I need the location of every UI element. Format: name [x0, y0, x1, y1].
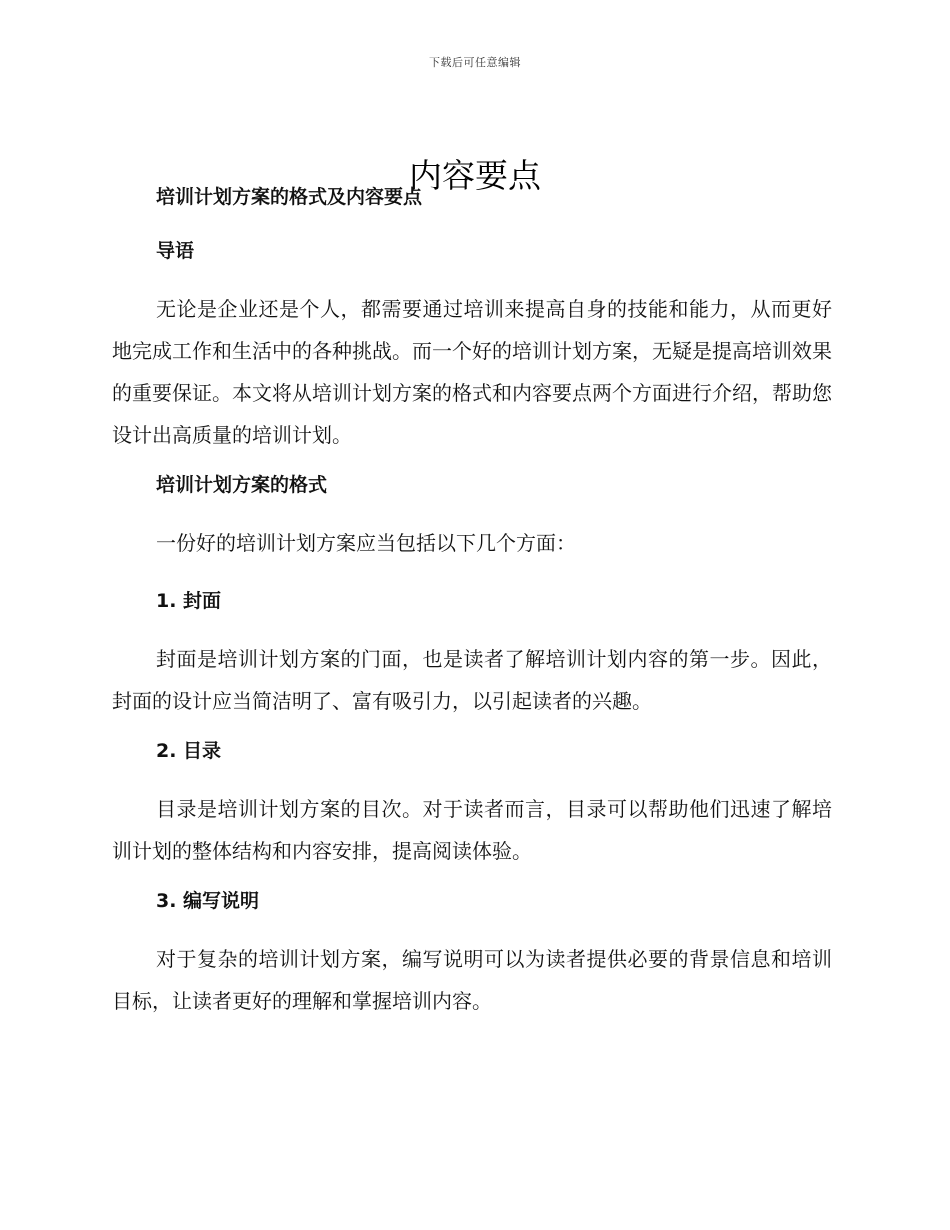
toc-paragraph: 目录是培训计划方案的目次。对于读者而言，目录可以帮助他们迅速了解培训计划的整体结构和内容安排，提高阅读体验。	[112, 797, 832, 863]
page-header-note: 下载后可任意编辑	[429, 56, 521, 69]
writing-notes-paragraph: 对于复杂的培训计划方案，编写说明可以为读者提供必要的背景信息和培训目标，让读者更好的理解和掌握培训内容。	[112, 947, 832, 1013]
intro-paragraph: 无论是企业还是个人，都需要通过培训来提高自身的技能和能力，从而更好地完成工作和生活中的各种挑战。而一个好的培训计划方案，无疑是提高培训效果的重要保证。本文将从培训计划方案的格式和内容要点两个方面进行介绍，帮助您设计出高质量的培训计划。	[112, 297, 832, 447]
toc-heading: 2. 目录	[156, 740, 222, 762]
format-paragraph: 一份好的培训计划方案应当包括以下几个方面：	[156, 531, 576, 555]
cover-paragraph: 封面是培训计划方案的门面，也是读者了解培训计划内容的第一步。因此，封面的设计应当简洁明了、富有吸引力，以引起读者的兴趣。	[112, 647, 832, 713]
format-heading: 培训计划方案的格式	[156, 474, 328, 496]
subtitle-heading: 培训计划方案的格式及内容要点	[156, 186, 423, 208]
document-title: 内容要点	[409, 156, 541, 196]
document-body	[112, 180, 832, 1034]
writing-notes-heading: 3. 编写说明	[156, 890, 260, 912]
intro-heading: 导语	[156, 240, 195, 262]
cover-heading: 1. 封面	[156, 590, 222, 612]
